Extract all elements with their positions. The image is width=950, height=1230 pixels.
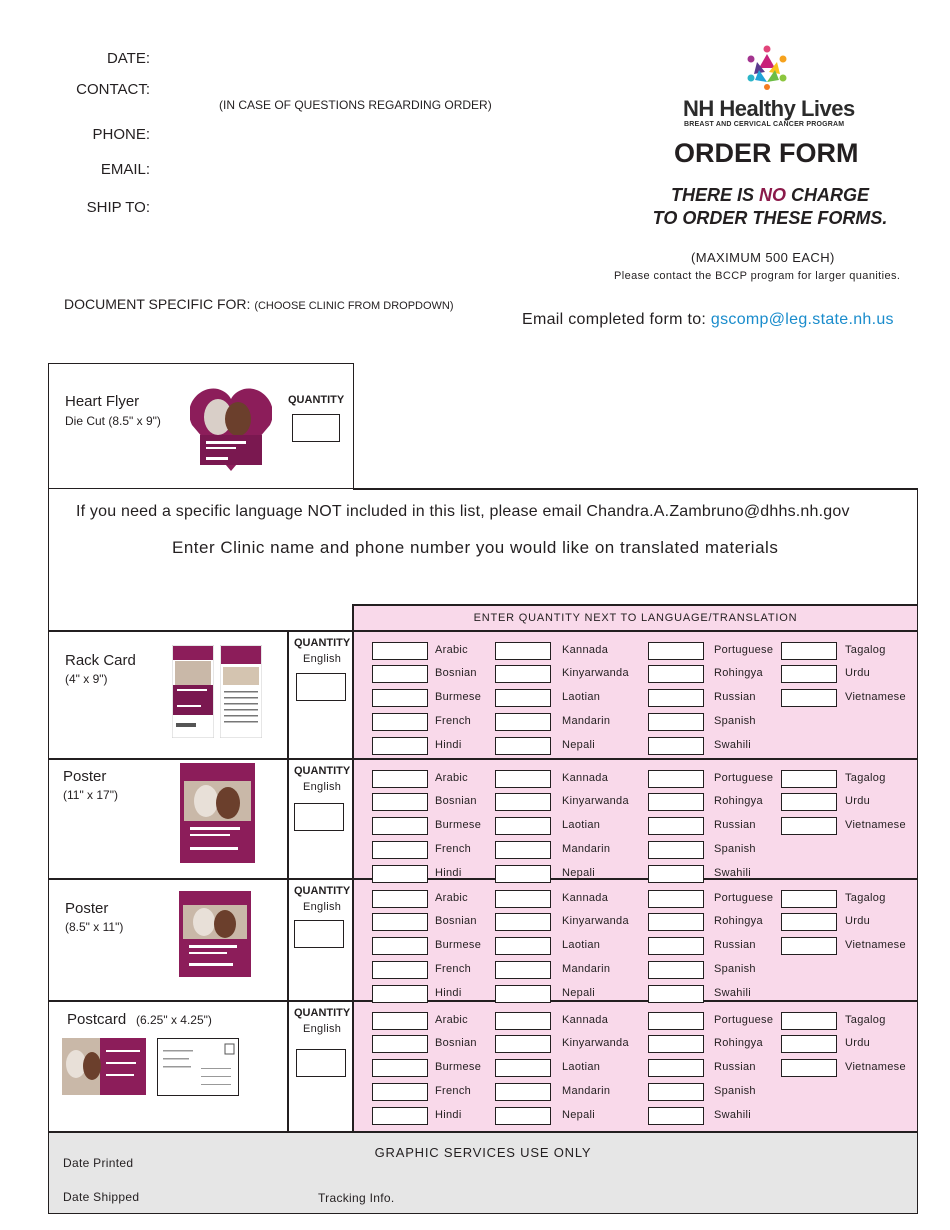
quantity-input-french[interactable]	[372, 1083, 428, 1101]
contact-label: CONTACT:	[76, 81, 150, 98]
rack-card-back-thumbnail	[220, 645, 262, 738]
language-label-french: French	[435, 715, 472, 727]
quantity-input-swahili[interactable]	[648, 865, 704, 883]
quantity-input-spanish[interactable]	[648, 713, 704, 731]
product-name: Poster	[63, 768, 107, 785]
larger-quantities-note: Please contact the BCCP program for larger quanities.	[614, 270, 901, 282]
quantity-input-rohingya[interactable]	[648, 793, 704, 811]
quantity-input-tagalog[interactable]	[781, 890, 837, 908]
heart-flyer-size: Die Cut (8.5" x 9")	[65, 414, 161, 428]
quantity-input-bosnian[interactable]	[372, 793, 428, 811]
quantity-input-bosnian[interactable]	[372, 1035, 428, 1053]
language-label-vietnamese: Vietnamese	[845, 939, 906, 951]
english-quantity-input[interactable]	[294, 920, 344, 948]
language-label-laotian: Laotian	[562, 819, 601, 831]
language-label-portuguese: Portuguese	[714, 644, 774, 656]
language-label-kinyarwanda: Kinyarwanda	[562, 915, 629, 927]
email-completed-form: Email completed form to: gscomp@leg.state.nh.us	[522, 311, 894, 328]
document-specific-label: DOCUMENT SPECIFIC FOR: (CHOOSE CLINIC FROM DROPDOWN)	[64, 296, 454, 312]
language-label-rohingya: Rohingya	[714, 1037, 763, 1049]
phone-label: PHONE:	[92, 126, 150, 143]
quantity-label: QUANTITY	[294, 1007, 351, 1019]
email-link[interactable]: gscomp@leg.state.nh.us	[710, 311, 894, 328]
english-quantity-input[interactable]	[296, 1049, 346, 1077]
language-label-french: French	[435, 1085, 472, 1097]
language-label-hindi: Hindi	[435, 987, 462, 999]
email-label: EMAIL:	[100, 161, 150, 178]
postcard-back-thumbnail	[157, 1038, 239, 1096]
quantity-input-tagalog[interactable]	[781, 642, 837, 660]
quantity-input-bosnian[interactable]	[372, 913, 428, 931]
quantity-input-kannada[interactable]	[495, 1012, 551, 1030]
heart-flyer-thumbnail	[190, 385, 272, 471]
quantity-input-laotian[interactable]	[495, 937, 551, 955]
language-label-mandarin: Mandarin	[562, 843, 611, 855]
language-label-bosnian: Bosnian	[435, 1037, 477, 1049]
language-label-hindi: Hindi	[435, 1109, 462, 1121]
quantity-label: QUANTITY	[294, 765, 351, 777]
english-label: English	[303, 653, 342, 665]
quantity-input-arabic[interactable]	[372, 642, 428, 660]
language-label-burmese: Burmese	[435, 819, 482, 831]
no-charge-notice: THERE IS NO CHARGE TO ORDER THESE FORMS.	[652, 185, 888, 228]
language-label-bosnian: Bosnian	[435, 667, 477, 679]
date-label: DATE:	[106, 50, 150, 67]
language-label-vietnamese: Vietnamese	[845, 1061, 906, 1073]
quantity-input-kinyarwanda[interactable]	[495, 793, 551, 811]
heart-flyer-name: Heart Flyer	[65, 393, 140, 410]
quantity-input-kannada[interactable]	[495, 890, 551, 908]
language-label-russian: Russian	[714, 1061, 756, 1073]
language-header: ENTER QUANTITY NEXT TO LANGUAGE/TRANSLATION	[473, 612, 798, 624]
quantity-input-spanish[interactable]	[648, 961, 704, 979]
quantity-input-kannada[interactable]	[495, 770, 551, 788]
language-label-kannada: Kannada	[562, 772, 609, 784]
language-label-vietnamese: Vietnamese	[845, 691, 906, 703]
quantity-input-bosnian[interactable]	[372, 665, 428, 683]
ship-to-label: SHIP TO:	[86, 199, 150, 216]
quantity-input-portuguese[interactable]	[648, 642, 704, 660]
language-label-portuguese: Portuguese	[714, 1014, 774, 1026]
quantity-input-burmese[interactable]	[372, 937, 428, 955]
quantity-input-burmese[interactable]	[372, 689, 428, 707]
language-label-swahili: Swahili	[714, 739, 751, 751]
language-label-french: French	[435, 843, 472, 855]
language-label-burmese: Burmese	[435, 939, 482, 951]
language-notice-line2: Enter Clinic name and phone number you would like on translated materials	[172, 538, 779, 557]
language-label-spanish: Spanish	[714, 963, 756, 975]
quantity-input-burmese[interactable]	[372, 817, 428, 835]
quantity-label: QUANTITY	[294, 637, 351, 649]
date-shipped-label: Date Shipped	[63, 1190, 140, 1204]
quantity-input-rohingya[interactable]	[648, 913, 704, 931]
rack-card-front-thumbnail	[172, 645, 214, 738]
quantity-input-rohingya[interactable]	[648, 665, 704, 683]
language-label-bosnian: Bosnian	[435, 915, 477, 927]
quantity-input-russian[interactable]	[648, 817, 704, 835]
language-label-laotian: Laotian	[562, 691, 601, 703]
language-label-portuguese: Portuguese	[714, 772, 774, 784]
quantity-input-nepali[interactable]	[495, 737, 551, 755]
quantity-input-urdu[interactable]	[781, 665, 837, 683]
language-label-swahili: Swahili	[714, 1109, 751, 1121]
language-label-portuguese: Portuguese	[714, 892, 774, 904]
quantity-input-laotian[interactable]	[495, 689, 551, 707]
language-label-arabic: Arabic	[435, 892, 468, 904]
language-label-arabic: Arabic	[435, 1014, 468, 1026]
language-label-russian: Russian	[714, 939, 756, 951]
quantity-input-rohingya[interactable]	[648, 1035, 704, 1053]
graphic-services-title: GRAPHIC SERVICES USE ONLY	[374, 1145, 592, 1160]
quantity-input-hindi[interactable]	[372, 1107, 428, 1125]
quantity-input-swahili[interactable]	[648, 737, 704, 755]
quantity-input-portuguese[interactable]	[648, 770, 704, 788]
product-name: Rack Card	[65, 652, 136, 669]
ship-to-field[interactable]	[160, 197, 460, 217]
language-label-laotian: Laotian	[562, 1061, 601, 1073]
language-label-urdu: Urdu	[845, 1037, 871, 1049]
quantity-input-vietnamese[interactable]	[781, 1059, 837, 1077]
quantity-input-tagalog[interactable]	[781, 770, 837, 788]
language-label-arabic: Arabic	[435, 644, 468, 656]
date-field[interactable]	[160, 48, 460, 68]
maximum-note: (MAXIMUM 500 EACH)	[691, 250, 835, 265]
language-label-nepali: Nepali	[562, 1109, 595, 1121]
english-label: English	[303, 781, 342, 793]
quantity-input-russian[interactable]	[648, 689, 704, 707]
quantity-input-nepali[interactable]	[495, 865, 551, 883]
heart-flyer-quantity-input[interactable]	[292, 414, 340, 442]
product-name: Poster	[65, 900, 109, 917]
product-size: (6.25" x 4.25")	[136, 1013, 212, 1027]
language-label-spanish: Spanish	[714, 843, 756, 855]
quantity-input-french[interactable]	[372, 841, 428, 859]
language-label-burmese: Burmese	[435, 691, 482, 703]
product-size: (4" x 9")	[65, 672, 108, 686]
language-label-laotian: Laotian	[562, 939, 601, 951]
poster-8x11-thumbnail	[179, 891, 251, 987]
language-label-kannada: Kannada	[562, 1014, 609, 1026]
language-label-russian: Russian	[714, 819, 756, 831]
language-label-kannada: Kannada	[562, 892, 609, 904]
language-label-arabic: Arabic	[435, 772, 468, 784]
quantity-input-portuguese[interactable]	[648, 1012, 704, 1030]
language-label-swahili: Swahili	[714, 867, 751, 879]
quantity-input-vietnamese[interactable]	[781, 937, 837, 955]
quantity-input-kannada[interactable]	[495, 642, 551, 660]
language-label-nepali: Nepali	[562, 987, 595, 999]
contact-field[interactable]	[160, 79, 460, 99]
language-label-rohingya: Rohingya	[714, 795, 763, 807]
english-label: English	[303, 901, 342, 913]
quantity-input-nepali[interactable]	[495, 1107, 551, 1125]
language-label-nepali: Nepali	[562, 867, 595, 879]
language-label-urdu: Urdu	[845, 795, 871, 807]
logo-title: NH Healthy Lives	[683, 96, 855, 121]
language-label-rohingya: Rohingya	[714, 915, 763, 927]
tracking-info-label: Tracking Info.	[318, 1191, 395, 1205]
english-quantity-input[interactable]	[296, 673, 346, 701]
language-label-kinyarwanda: Kinyarwanda	[562, 1037, 629, 1049]
language-label-tagalog: Tagalog	[845, 772, 886, 784]
quantity-input-russian[interactable]	[648, 937, 704, 955]
language-label-spanish: Spanish	[714, 715, 756, 727]
language-label-mandarin: Mandarin	[562, 963, 611, 975]
quantity-input-urdu[interactable]	[781, 913, 837, 931]
english-label: English	[303, 1023, 342, 1035]
language-label-nepali: Nepali	[562, 739, 595, 751]
language-label-hindi: Hindi	[435, 867, 462, 879]
quantity-input-urdu[interactable]	[781, 793, 837, 811]
quantity-input-portuguese[interactable]	[648, 890, 704, 908]
language-label-bosnian: Bosnian	[435, 795, 477, 807]
quantity-input-hindi[interactable]	[372, 865, 428, 883]
language-label-vietnamese: Vietnamese	[845, 819, 906, 831]
language-label-kinyarwanda: Kinyarwanda	[562, 795, 629, 807]
quantity-input-spanish[interactable]	[648, 841, 704, 859]
language-notice-line1: If you need a specific language NOT included in this list, please email Chandra.A.Zambruno@dhhs.nh.gov	[76, 503, 850, 520]
email-field[interactable]	[160, 159, 460, 179]
quantity-input-nepali[interactable]	[495, 985, 551, 1003]
english-quantity-input[interactable]	[294, 803, 344, 831]
language-label-russian: Russian	[714, 691, 756, 703]
quantity-input-tagalog[interactable]	[781, 1012, 837, 1030]
date-printed-label: Date Printed	[63, 1156, 134, 1170]
postcard-front-thumbnail	[62, 1038, 146, 1095]
quantity-input-arabic[interactable]	[372, 1012, 428, 1030]
language-label-spanish: Spanish	[714, 1085, 756, 1097]
quantity-input-laotian[interactable]	[495, 1059, 551, 1077]
product-name: Postcard	[67, 1011, 127, 1028]
quantity-input-french[interactable]	[372, 961, 428, 979]
quantity-input-kinyarwanda[interactable]	[495, 913, 551, 931]
quantity-input-mandarin[interactable]	[495, 841, 551, 859]
quantity-input-hindi[interactable]	[372, 985, 428, 1003]
language-label-rohingya: Rohingya	[714, 667, 763, 679]
language-label-urdu: Urdu	[845, 667, 871, 679]
quantity-input-hindi[interactable]	[372, 737, 428, 755]
quantity-input-swahili[interactable]	[648, 1107, 704, 1125]
quantity-input-vietnamese[interactable]	[781, 817, 837, 835]
quantity-input-russian[interactable]	[648, 1059, 704, 1077]
quantity-input-laotian[interactable]	[495, 817, 551, 835]
language-label-swahili: Swahili	[714, 987, 751, 999]
quantity-input-burmese[interactable]	[372, 1059, 428, 1077]
quantity-input-urdu[interactable]	[781, 1035, 837, 1053]
quantity-input-arabic[interactable]	[372, 890, 428, 908]
quantity-input-arabic[interactable]	[372, 770, 428, 788]
logo-subtitle: BREAST AND CERVICAL CANCER PROGRAM	[684, 121, 845, 128]
quantity-input-vietnamese[interactable]	[781, 689, 837, 707]
quantity-input-mandarin[interactable]	[495, 1083, 551, 1101]
quantity-input-mandarin[interactable]	[495, 961, 551, 979]
quantity-input-swahili[interactable]	[648, 985, 704, 1003]
language-label-tagalog: Tagalog	[845, 892, 886, 904]
poster-11x17-thumbnail	[180, 763, 255, 875]
quantity-input-kinyarwanda[interactable]	[495, 1035, 551, 1053]
language-label-burmese: Burmese	[435, 1061, 482, 1073]
language-label-kinyarwanda: Kinyarwanda	[562, 667, 629, 679]
language-label-kannada: Kannada	[562, 644, 609, 656]
language-label-hindi: Hindi	[435, 739, 462, 751]
quantity-input-french[interactable]	[372, 713, 428, 731]
nh-healthy-lives-logo-icon	[746, 44, 788, 90]
language-label-french: French	[435, 963, 472, 975]
heart-flyer-quantity-label: QUANTITY	[288, 394, 345, 406]
language-label-mandarin: Mandarin	[562, 715, 611, 727]
quantity-label: QUANTITY	[294, 885, 351, 897]
quantity-input-mandarin[interactable]	[495, 713, 551, 731]
language-label-urdu: Urdu	[845, 915, 871, 927]
language-label-tagalog: Tagalog	[845, 1014, 886, 1026]
product-size: (11" x 17")	[63, 788, 118, 802]
language-label-mandarin: Mandarin	[562, 1085, 611, 1097]
language-label-tagalog: Tagalog	[845, 644, 886, 656]
quantity-input-kinyarwanda[interactable]	[495, 665, 551, 683]
quantity-input-spanish[interactable]	[648, 1083, 704, 1101]
product-size: (8.5" x 11")	[65, 920, 124, 934]
phone-field[interactable]	[160, 124, 460, 144]
order-form-title: ORDER FORM	[674, 138, 859, 168]
contact-note: (IN CASE OF QUESTIONS REGARDING ORDER)	[219, 98, 492, 112]
